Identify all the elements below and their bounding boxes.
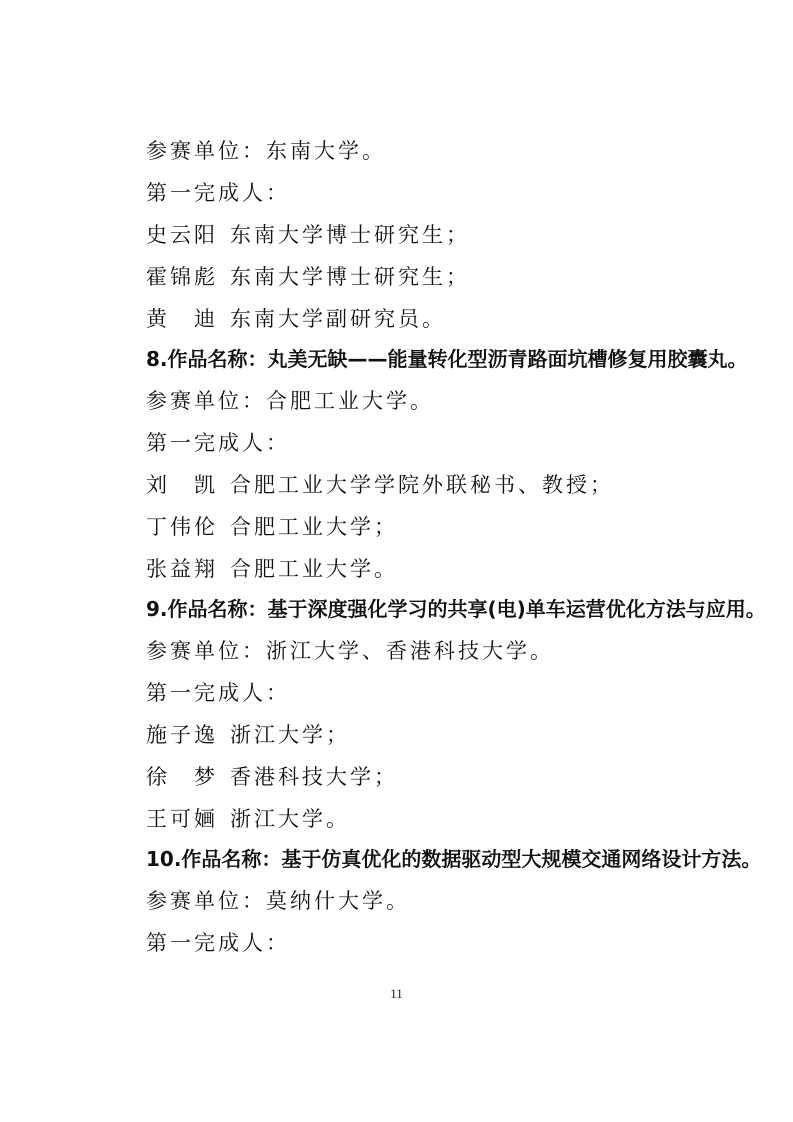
person-name: 霍锦彪 (146, 265, 218, 289)
person-name: 张益翔 (146, 557, 218, 581)
person-desc: 浙江大学。 (230, 807, 350, 831)
text-line: 第一完成人： (146, 431, 290, 455)
section-heading: 9.作品名称：基于深度强化学习的共享(电)单车运营优化方法与应用。 (146, 597, 766, 621)
person-desc: 浙江大学； (230, 723, 350, 747)
text-line: 第一完成人： (146, 681, 290, 705)
person-desc: 东南大学博士研究生； (230, 265, 470, 289)
person-name: 王可婳 (146, 807, 218, 831)
person-desc: 合肥工业大学。 (230, 557, 398, 581)
person-row (146, 472, 614, 498)
person-row (146, 264, 470, 290)
person-row (146, 764, 398, 790)
person-row (146, 722, 350, 748)
person-desc: 合肥工业大学学院外联秘书、教授； (230, 473, 614, 497)
text-line: 参赛单位：莫纳什大学。 (146, 889, 410, 913)
page-number: 11 (390, 986, 403, 1001)
person-desc: 东南大学副研究员。 (230, 307, 446, 331)
text-line: 第一完成人： (146, 931, 290, 955)
text-line: 第一完成人： (146, 181, 290, 205)
person-name: 徐 梦 (146, 765, 218, 789)
person-name: 史云阳 (146, 223, 218, 247)
text-line: 参赛单位：浙江大学、香港科技大学。 (146, 639, 554, 663)
person-row (146, 556, 398, 582)
person-desc: 香港科技大学； (230, 765, 398, 789)
section-heading: 10.作品名称：基于仿真优化的数据驱动型大规模交通网络设计方法。 (146, 847, 762, 871)
person-name: 丁伟伦 (146, 515, 218, 539)
text-line: 参赛单位：合肥工业大学。 (146, 389, 434, 413)
section-heading: 8.作品名称：丸美无缺——能量转化型沥青路面坑槽修复用胶囊丸。 (146, 347, 748, 371)
person-desc: 东南大学博士研究生； (230, 223, 470, 247)
person-name: 施子逸 (146, 723, 218, 747)
person-row (146, 806, 350, 832)
person-name: 刘 凯 (146, 473, 218, 497)
person-row (146, 514, 398, 540)
person-row (146, 222, 470, 248)
text-line: 参赛单位：东南大学。 (146, 139, 386, 163)
person-desc: 合肥工业大学； (230, 515, 398, 539)
person-name: 黄 迪 (146, 307, 218, 331)
person-row (146, 306, 446, 332)
